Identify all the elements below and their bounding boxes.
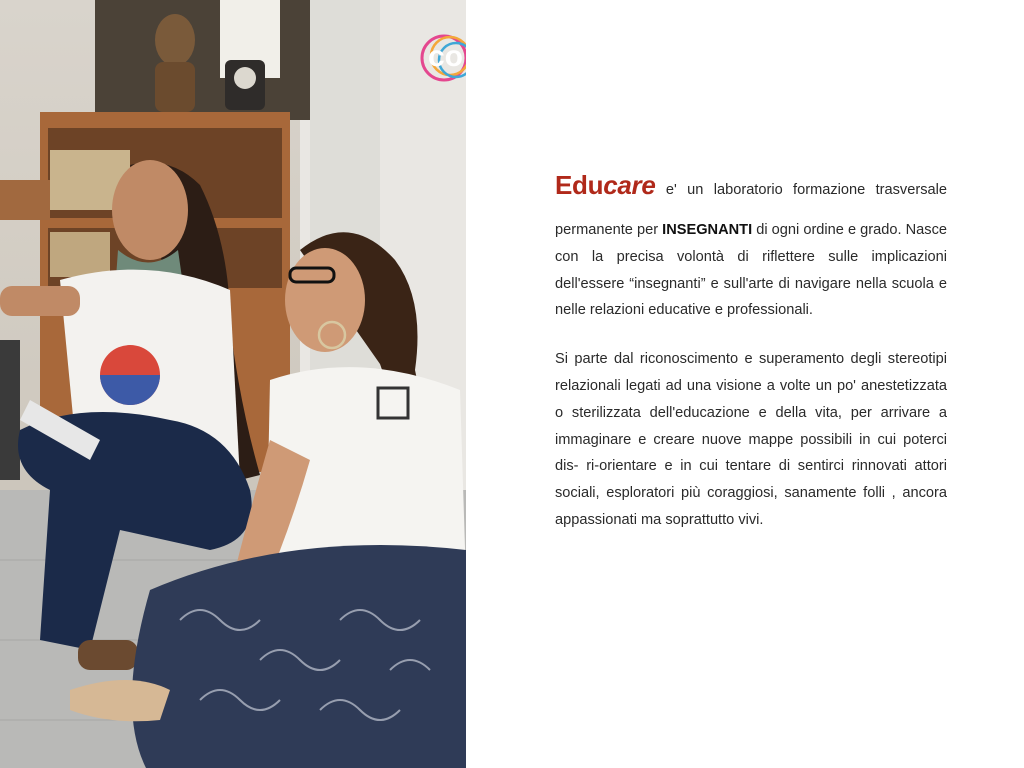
highlight-insegnanti: INSEGNANTI [662,222,753,238]
intro-line-1: e' un laboratorio formazione trasversale [665,182,947,198]
photo-illustration [0,0,466,768]
second-paragraph: Si parte dal riconoscimento e superamento degli stereotipi relazionali legati ad una visione a volte un po' anestetizzata o sterilizzata dell'educazione e della vita, per arrivare a immaginare e creare nuove mappe possibili in cui poterci dis- ri-orientare e in cui tentare di sentirci rinnovati attori sociali, esploratori più coraggiosi, sanamente folli , ancora appassionati ma soprattutto vivi. [555,351,947,528]
description-block [555,168,947,534]
intro-title-line [555,168,947,207]
hero-photo [0,0,466,768]
brand-name: Educare [555,170,656,200]
logo-text: co [428,40,464,73]
intro-paragraph: permanente per INSEGNANTI di ogni ordine e grado. Nasce con la precisa volontà di riflettere sulle implicazioni dell'essere “insegnanti” e sull'arte di navigare nella scuola e nelle relazioni educative e professionali. [555,222,947,319]
